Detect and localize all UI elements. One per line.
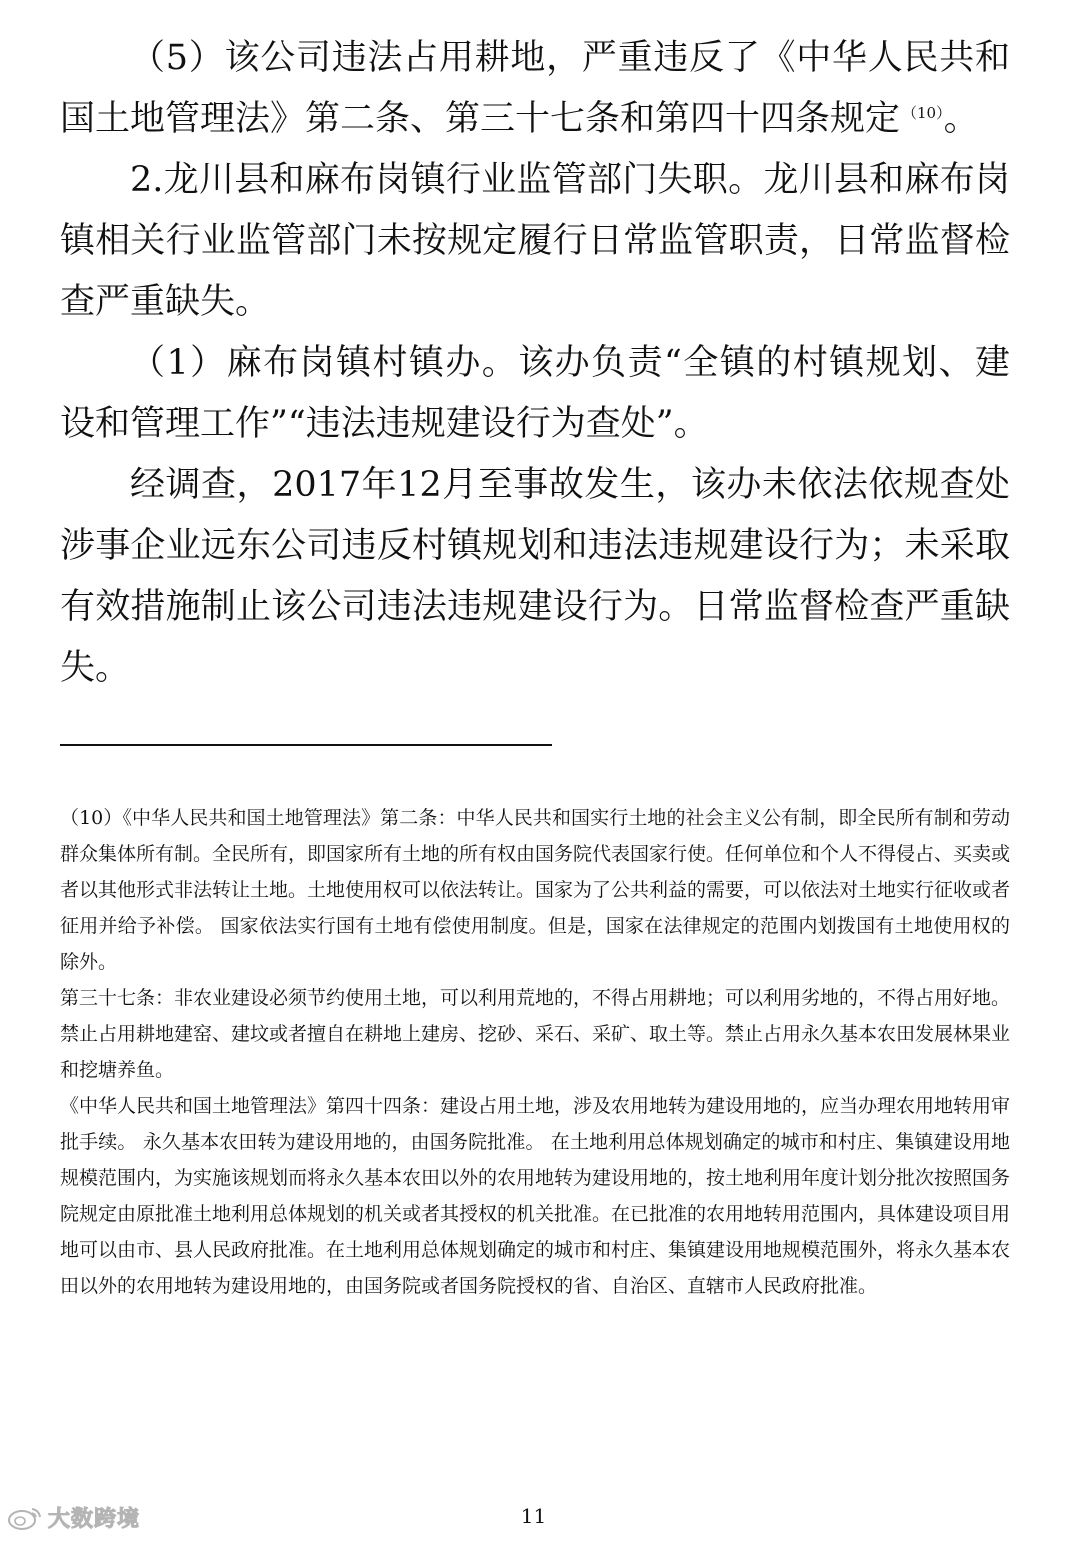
- paragraph-tail: 。: [943, 99, 979, 139]
- paragraph-investigation: 经调查，2017年12月至事故发生，该办未依法依规查处涉事企业远东公司违反村镇规划和违法违规建设行为；未采取有效措施制止该公司违法违规建设行为。日常监督检查严重缺失。: [60, 465, 1010, 688]
- paragraph-item-1: （1）麻布岗镇村镇办。该办负责“全镇的村镇规划、建设和管理工作”“违法违规建设行为查处”。: [60, 343, 1010, 444]
- footnote-reference[interactable]: （10）: [902, 104, 944, 122]
- watermark-text: 大数跨境: [48, 1507, 141, 1532]
- footnotes: [60, 800, 1010, 1304]
- paragraph-item-5: [60, 28, 1010, 150]
- paragraph-section-2: 2.龙川县和麻布岗镇行业监管部门失职。龙川县和麻布岗镇相关行业监管部门未按规定履行日常监管职责，日常监督检查严重缺失。: [60, 160, 1010, 322]
- footnote-10-article-44: 《中华人民共和国土地管理法》第四十四条：建设占用土地，涉及农用地转为建设用地的，应当办理农用地转用审批手续。 永久基本农田转为建设用地的，由国务院批准。 在土地利用总体规划确定的城市和村庄、集镇建设用地规模范围内，为实施该规划而将永久基本农田以外的农用地转为建设用地的，按土地利用年度计划分批次按照国务院规定由原批准土地利用总体规划的机关或者其授权的机关批准。在已批准的农用地转用范围内，具体建设项目用地可以由市、县人民政府批准。在土地利用总体规划确定的城市和村庄、集镇建设用地规模范围外，将永久基本农田以外的农用地转为建设用地的，由国务院或者国务院授权的省、自治区、直辖市人民政府批准。: [60, 1095, 1011, 1297]
- main-body-text: [60, 28, 1010, 699]
- footnote-separator: [60, 744, 552, 746]
- footnote-10-article-37: 第三十七条：非农业建设必须节约使用土地，可以利用荒地的，不得占用耕地；可以利用劣地的，不得占用好地。 禁止占用耕地建窑、建坟或者擅自在耕地上建房、挖砂、采石、采矿、取土等。禁止占用永久基本农田发展林果业和挖塘养鱼。: [60, 987, 1011, 1081]
- footnote-10-article-2: （10）《中华人民共和国土地管理法》第二条：中华人民共和国实行土地的社会主义公有制，即全民所有制和劳动群众集体所有制。全民所有，即国家所有土地的所有权由国务院代表国家行使。任何单位和个人不得侵占、买卖或者以其他形式非法转让土地。土地使用权可以依法转让。国家为了公共利益的需要，可以依法对土地实行征收或者征用并给予补偿。 国家依法实行国有土地有偿使用制度。但是，国家在法律规定的范围内划拨国有土地使用权的除外。: [60, 807, 1011, 973]
- paragraph-text: （5）该公司违法占用耕地，严重违反了《中华人民共和国土地管理法》第二条、第三十七条和第四十四条规定: [60, 38, 1010, 139]
- page-number: 11: [520, 1504, 547, 1528]
